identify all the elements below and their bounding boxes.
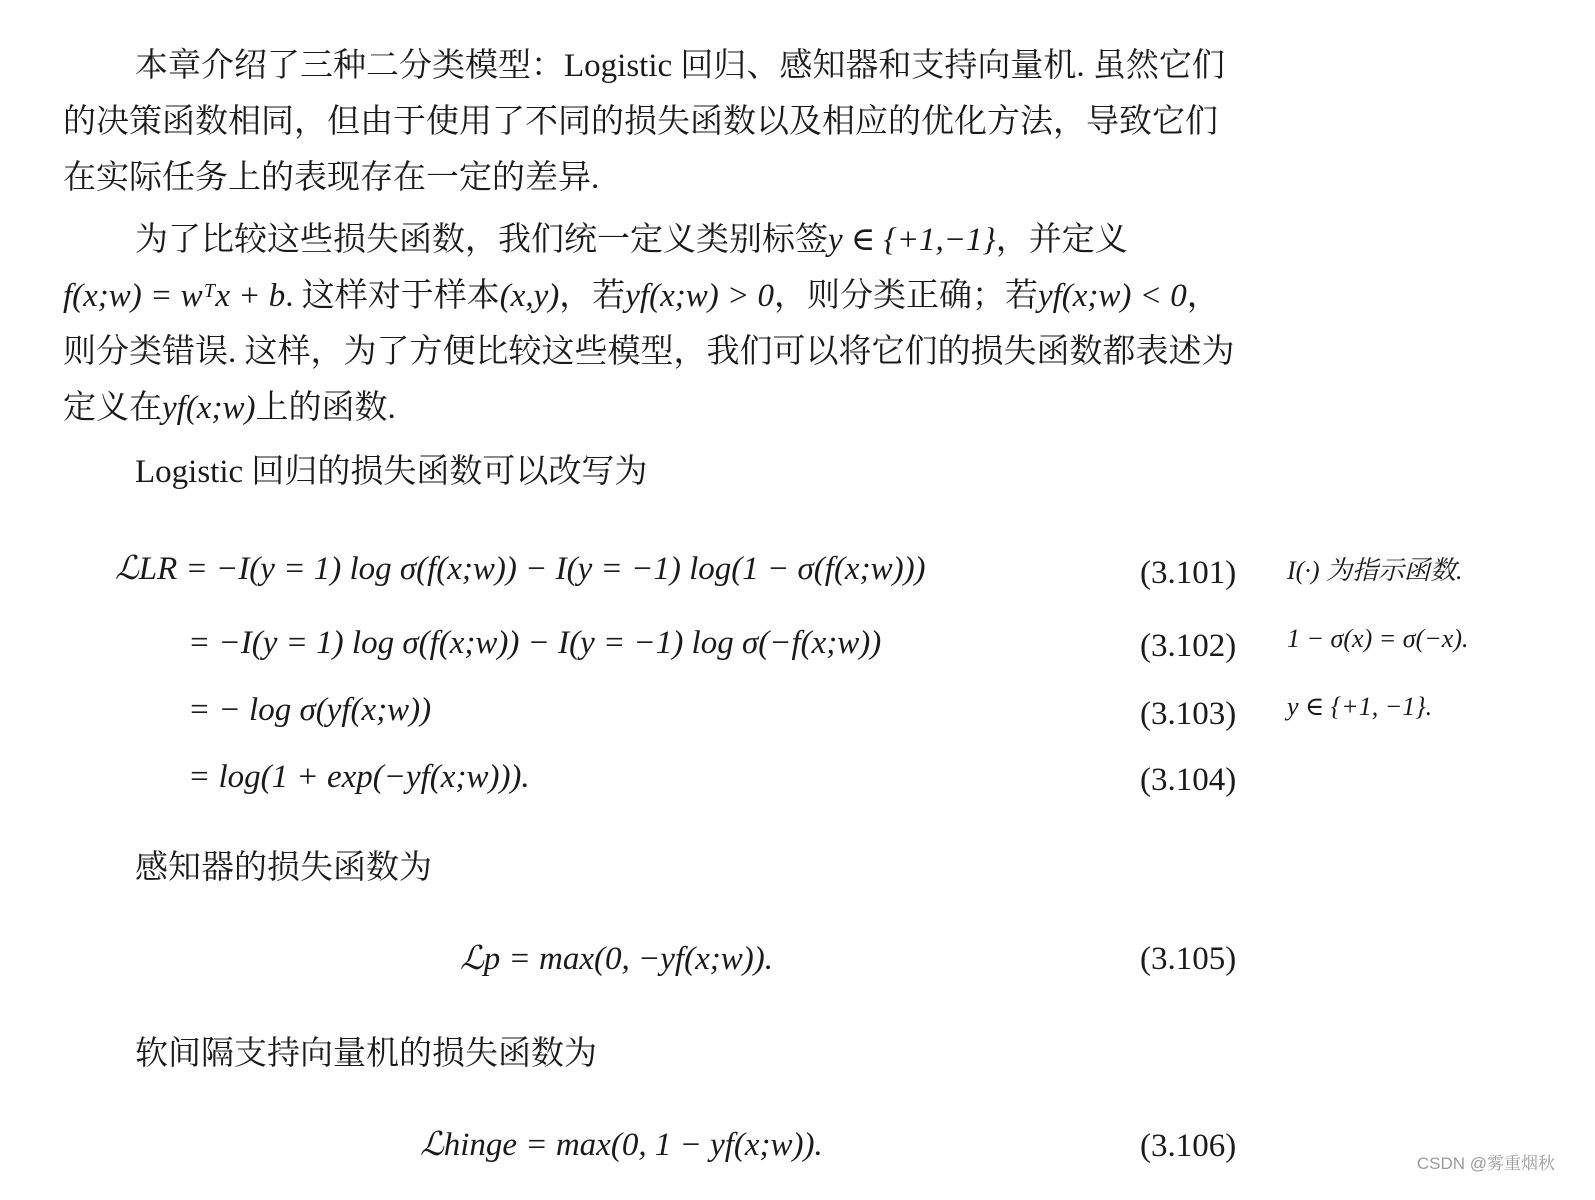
margin-note-3-103: y ∈ {+1, −1}. <box>1287 692 1433 721</box>
margin-note-3-101: I(·) 为指示函数. <box>1287 556 1463 585</box>
text-segment: 为了比较这些损失函数，我们统一定义类别标签 <box>135 222 828 258</box>
equation-number-3-105: (3.105) <box>1140 941 1237 977</box>
equation-3-101: ℒLR = −I(y = 1) log σ(f(x;w)) − I(y = −1) log(1 − σ(f(x;w))) <box>115 551 926 587</box>
inline-math-margin: yf(x;w) <box>162 390 256 426</box>
inline-math-wrong: yf(x;w) < 0 <box>1037 278 1187 314</box>
equation-3-102: = −I(y = 1) log σ(f(x;w)) − I(y = −1) log σ(−f(x;w)) <box>188 625 882 661</box>
equation-3-105: ℒp = max(0, −yf(x;w)). <box>460 941 773 977</box>
equation-number-3-104: (3.104) <box>1140 762 1237 798</box>
text-segment: ，并定义 <box>995 222 1128 258</box>
equation-number-3-106: (3.106) <box>1140 1128 1237 1164</box>
equation-3-104: = log(1 + exp(−yf(x;w))). <box>188 759 530 795</box>
equation-3-103: = − log σ(yf(x;w)) <box>188 692 432 728</box>
text-segment: . 这样对于样本 <box>285 278 500 314</box>
paragraph-perceptron-intro: 感知器的损失函数为 <box>135 850 432 886</box>
text-segment: 上的函数. <box>255 390 396 426</box>
inline-math-decision-function: f(x;w) = wᵀx + b <box>63 278 286 314</box>
paragraph-intro: 本章介绍了三种二分类模型：Logistic 回归、感知器和支持向量机. 虽然它们的决策函数相同，但由于使用了不同的损失函数以及相应的优化方法，导致它们在实际任务上的表现存在一定的差异. <box>63 48 1225 196</box>
text-segment: ，则分类正确；若 <box>773 278 1038 314</box>
watermark: CSDN @雾重烟秋 <box>1416 1154 1555 1173</box>
text-segment: ，则分类错误. 这样，为了方便比较这些模型，我们可以将它们的损失函数都表述为定义在 <box>63 278 1235 426</box>
equation-number-3-103: (3.103) <box>1140 696 1237 732</box>
paragraph-loss-definition <box>63 212 1248 436</box>
margin-note-3-102: 1 − σ(x) = σ(−x). <box>1287 624 1469 653</box>
equation-3-106: ℒhinge = max(0, 1 − yf(x;w)). <box>420 1127 823 1163</box>
inline-math-label-set: y ∈ {+1,−1} <box>828 222 996 258</box>
equation-number-3-102: (3.102) <box>1140 628 1237 664</box>
inline-math-correct: yf(x;w) > 0 <box>625 278 774 314</box>
paragraph-logistic-intro: Logistic 回归的损失函数可以改写为 <box>135 454 648 490</box>
paragraph-svm-intro: 软间隔支持向量机的损失函数为 <box>135 1036 597 1072</box>
inline-math-sample: (x,y) <box>499 278 560 314</box>
text-segment: ，若 <box>559 278 626 314</box>
equation-number-3-101: (3.101) <box>1140 555 1237 591</box>
